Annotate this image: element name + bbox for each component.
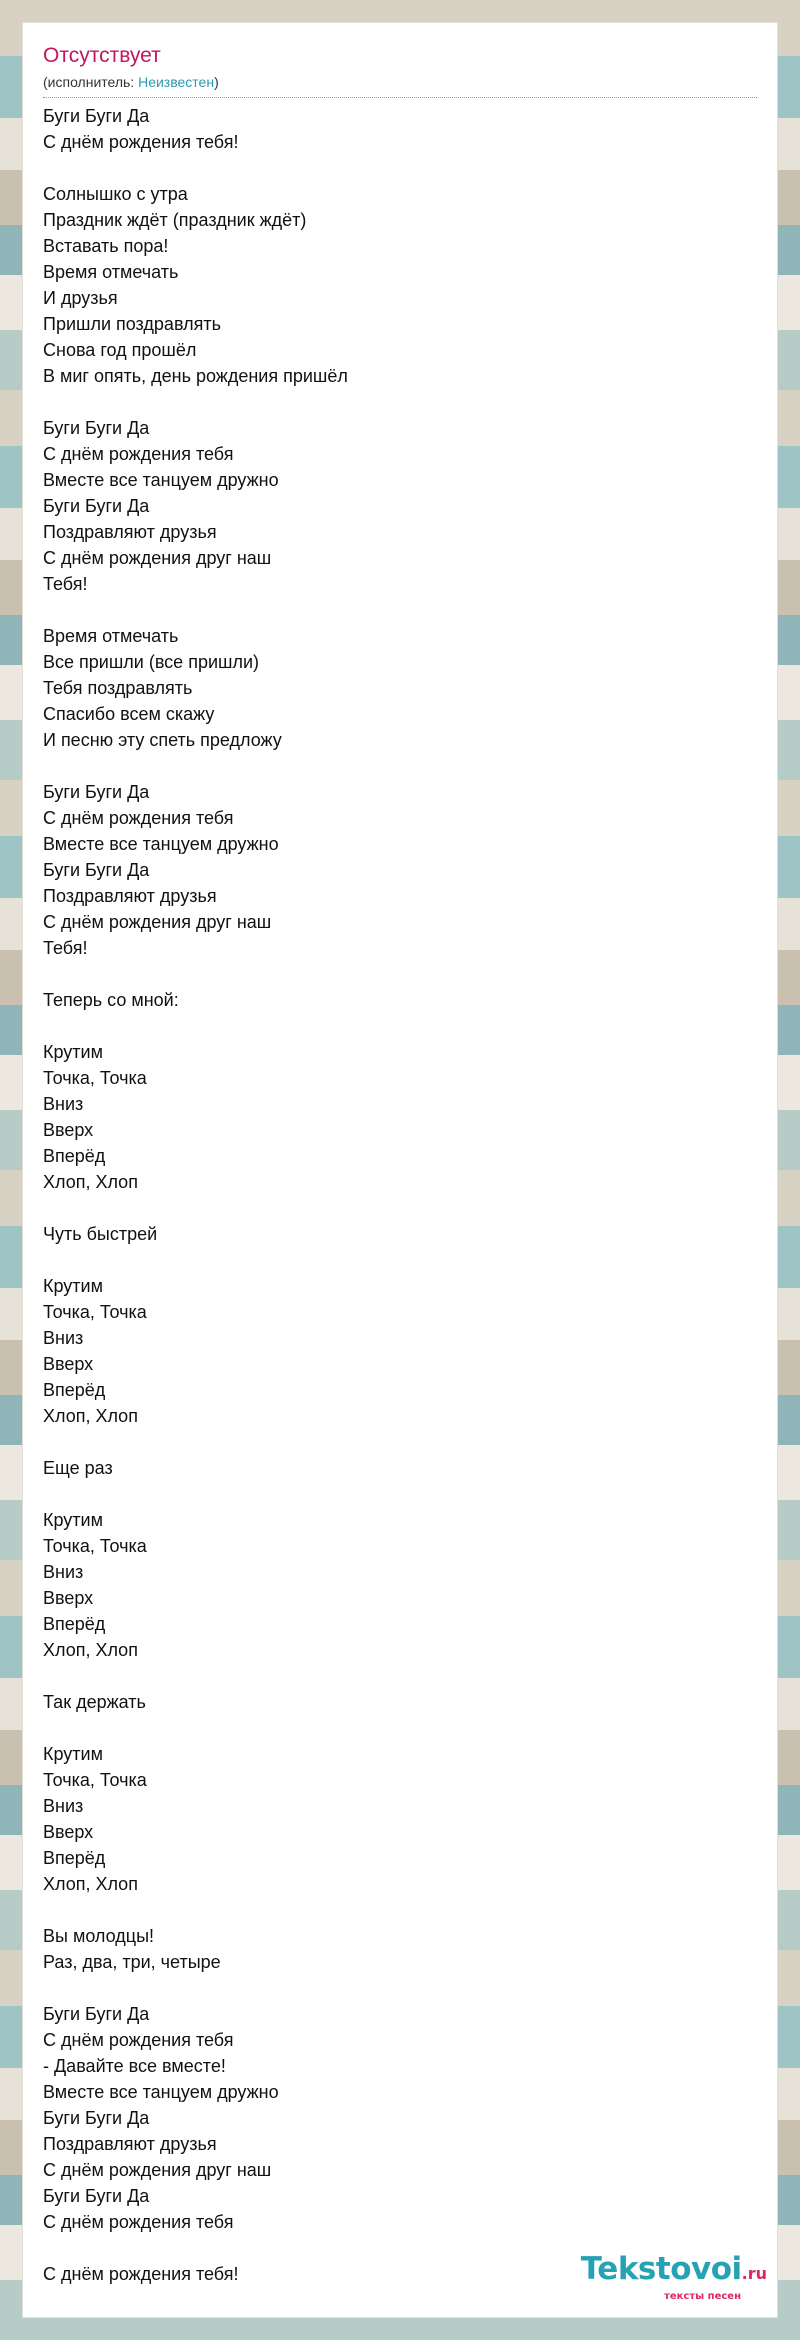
lyric-line: Хлоп, Хлоп	[43, 1172, 138, 1192]
lyric-line: С днём рождения тебя	[43, 2212, 234, 2232]
lyric-line: С днём рождения тебя!	[43, 2264, 239, 2284]
artist-suffix: )	[214, 74, 219, 90]
lyric-line: С днём рождения тебя	[43, 808, 234, 828]
lyric-line: С днём рождения тебя	[43, 444, 234, 464]
lyric-line: Пришли поздравлять	[43, 314, 221, 334]
lyric-line: Тебя!	[43, 574, 88, 594]
lyric-line: Еще раз	[43, 1458, 113, 1478]
artist-link[interactable]: Неизвестен	[138, 74, 215, 90]
lyric-line: С днём рождения друг наш	[43, 912, 272, 932]
lyric-line: Буги Буги Да	[43, 2186, 150, 2206]
lyric-line: Вместе все танцуем дружно	[43, 834, 279, 854]
song-title: Отсутствует	[43, 44, 161, 67]
lyric-line: Хлоп, Хлоп	[43, 1640, 138, 1660]
lyric-line: Теперь со мной:	[43, 990, 179, 1010]
lyric-blank-line	[43, 1429, 757, 1455]
lyric-line: Вниз	[43, 1796, 84, 1816]
lyric-line: С днём рождения друг наш	[43, 548, 272, 568]
lyric-line: Вы молодцы!	[43, 1926, 155, 1946]
lyric-line: Время отмечать	[43, 626, 179, 646]
site-logo[interactable]	[581, 2252, 767, 2303]
lyric-line: Вверх	[43, 1120, 94, 1140]
lyric-line: Буги Буги Да	[43, 782, 150, 802]
lyric-line: Точка, Точка	[43, 1536, 147, 1556]
lyric-line: Вверх	[43, 1822, 94, 1842]
lyric-line: Вперёд	[43, 1848, 106, 1868]
lyric-line: В миг опять, день рождения пришёл	[43, 366, 348, 386]
lyric-line: Точка, Точка	[43, 1770, 147, 1790]
lyric-line: Вперёд	[43, 1146, 106, 1166]
header-divider	[43, 97, 757, 98]
lyric-line: Так держать	[43, 1692, 146, 1712]
lyric-line: Поздравляют друзья	[43, 886, 217, 906]
lyric-line: Крутим	[43, 1510, 103, 1530]
artist-prefix: (исполнитель:	[43, 74, 139, 90]
logo-wordmark	[581, 2252, 767, 2291]
lyric-line: Крутим	[43, 1042, 103, 1062]
lyric-line: Вместе все танцуем дружно	[43, 2082, 279, 2102]
lyric-line: Хлоп, Хлоп	[43, 1406, 138, 1426]
lyric-blank-line	[43, 1897, 757, 1923]
lyric-line: Буги Буги Да	[43, 2108, 150, 2128]
lyric-blank-line	[43, 1195, 757, 1221]
lyric-line: Вниз	[43, 1562, 84, 1582]
lyric-line: Вверх	[43, 1588, 94, 1608]
lyric-blank-line	[43, 1715, 757, 1741]
lyric-line: Снова год прошёл	[43, 340, 197, 360]
lyric-line: Крутим	[43, 1744, 103, 1764]
lyric-blank-line	[43, 155, 757, 181]
lyric-line: Буги Буги Да	[43, 496, 150, 516]
lyric-line: Буги Буги Да	[43, 2004, 150, 2024]
lyric-line: Точка, Точка	[43, 1302, 147, 1322]
lyric-blank-line	[43, 597, 757, 623]
lyric-line: Солнышко с утра	[43, 184, 188, 204]
lyric-line: Вниз	[43, 1094, 84, 1114]
lyric-line: С днём рождения тебя	[43, 2030, 234, 2050]
lyric-blank-line	[43, 1975, 757, 2001]
lyric-line: С днём рождения друг наш	[43, 2160, 272, 2180]
lyric-line: Вместе все танцуем дружно	[43, 470, 279, 490]
lyric-line: Точка, Точка	[43, 1068, 147, 1088]
artist-line	[43, 73, 757, 91]
lyrics-card	[22, 22, 778, 2318]
lyric-line: Хлоп, Хлоп	[43, 1874, 138, 1894]
lyric-line: Поздравляют друзья	[43, 522, 217, 542]
lyric-line: Буги Буги Да	[43, 106, 150, 126]
lyric-line: Чуть быстрей	[43, 1224, 158, 1244]
lyric-line: Крутим	[43, 1276, 103, 1296]
lyric-line: И песню эту спеть предложу	[43, 730, 282, 750]
lyric-line: Вперёд	[43, 1614, 106, 1634]
lyric-line: Время отмечать	[43, 262, 179, 282]
logo-tld: .ru	[741, 2264, 767, 2283]
lyric-line: Все пришли (все пришли)	[43, 652, 259, 672]
lyric-blank-line	[43, 961, 757, 987]
lyric-blank-line	[43, 1013, 757, 1039]
lyric-line: С днём рождения тебя!	[43, 132, 239, 152]
lyric-line: Вниз	[43, 1328, 84, 1348]
lyric-blank-line	[43, 1481, 757, 1507]
lyric-line: И друзья	[43, 288, 118, 308]
logo-name: Tekstovoi	[580, 2251, 742, 2287]
lyric-line: - Давайте все вместе!	[43, 2056, 226, 2076]
lyric-line: Тебя поздравлять	[43, 678, 193, 698]
lyric-line: Буги Буги Да	[43, 860, 150, 880]
lyric-line: Буги Буги Да	[43, 418, 150, 438]
lyric-line: Вверх	[43, 1354, 94, 1374]
lyric-line: Праздник ждёт (праздник ждёт)	[43, 210, 307, 230]
lyric-line: Раз, два, три, четыре	[43, 1952, 221, 1972]
lyric-blank-line	[43, 753, 757, 779]
lyric-blank-line	[43, 389, 757, 415]
lyric-blank-line	[43, 1663, 757, 1689]
lyric-blank-line	[43, 1247, 757, 1273]
lyric-line: Спасибо всем скажу	[43, 704, 215, 724]
lyric-line: Вставать пора!	[43, 236, 169, 256]
logo-tagline: тексты песен	[664, 2291, 741, 2302]
lyric-line: Тебя!	[43, 938, 88, 958]
lyric-line: Поздравляют друзья	[43, 2134, 217, 2154]
lyric-line: Вперёд	[43, 1380, 106, 1400]
song-header	[43, 43, 757, 98]
lyrics-text	[43, 103, 757, 2287]
